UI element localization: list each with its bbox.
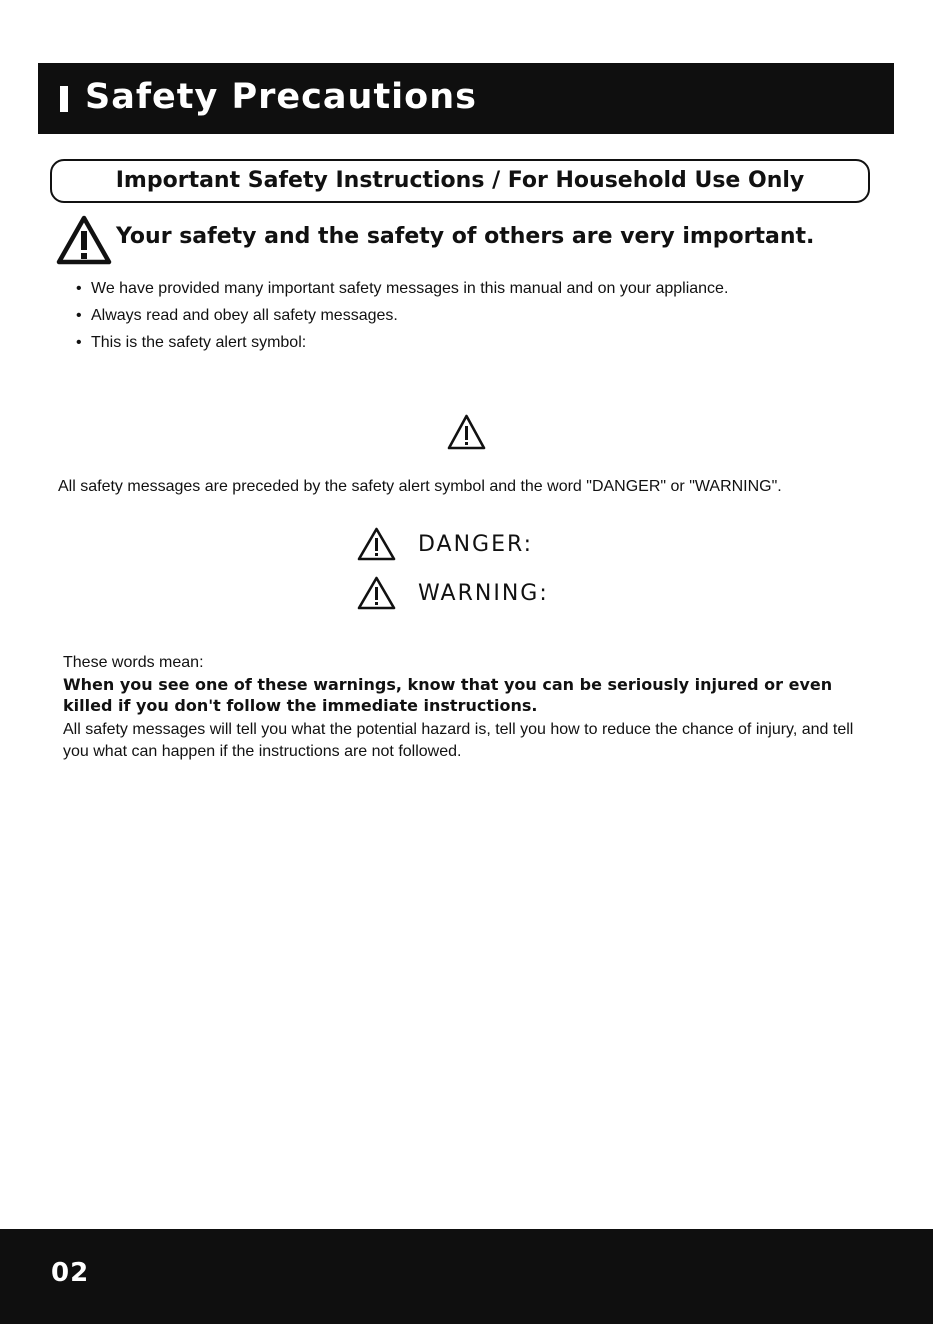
list-item: • Always read and obey all safety messages. xyxy=(76,307,398,324)
page-title: Safety Precautions xyxy=(85,77,477,117)
list-item-text: Always read and obey all safety messages. xyxy=(91,307,398,324)
warning-alert-icon xyxy=(356,575,397,611)
list-item-text: We have provided many important safety messages in this manual and on your appliance. xyxy=(91,280,729,297)
warning-triangle-icon xyxy=(56,215,112,265)
preceded-by-text: All safety messages are preceded by the safety alert symbol and the word "DANGER" or "WARNING". xyxy=(58,478,782,495)
page-number: 02 xyxy=(51,1258,90,1288)
meaning-lead: These words mean: xyxy=(63,654,204,671)
section-subtitle: Important Safety Instructions / For Household Use Only xyxy=(50,159,870,203)
danger-label: DANGER: xyxy=(418,532,534,557)
signal-word-meaning xyxy=(63,652,883,763)
list-item: • We have provided many important safety messages in this manual and on your appliance. xyxy=(76,280,729,297)
header-accent-bar xyxy=(60,86,68,112)
danger-alert-icon xyxy=(356,526,397,562)
meaning-body-text: All safety messages will tell you what the potential hazard is, tell you how to reduce the chance of injury, and tell you what can happen if the instructions are not followed. xyxy=(63,721,854,760)
safety-alert-symbol-icon xyxy=(446,413,487,451)
warning-label: WARNING: xyxy=(418,581,549,606)
page-header-bar xyxy=(38,63,894,134)
alert-heading: Your safety and the safety of others are very important. xyxy=(116,224,815,249)
page-footer-bar xyxy=(0,1229,933,1324)
meaning-warning-text: When you see one of these warnings, know that you can be seriously injured or even killed if you don't follow the immediate instructions. xyxy=(63,675,833,715)
list-item: • This is the safety alert symbol: xyxy=(76,334,307,351)
safety-message-list xyxy=(76,278,728,359)
list-item-text: This is the safety alert symbol: xyxy=(91,334,307,351)
